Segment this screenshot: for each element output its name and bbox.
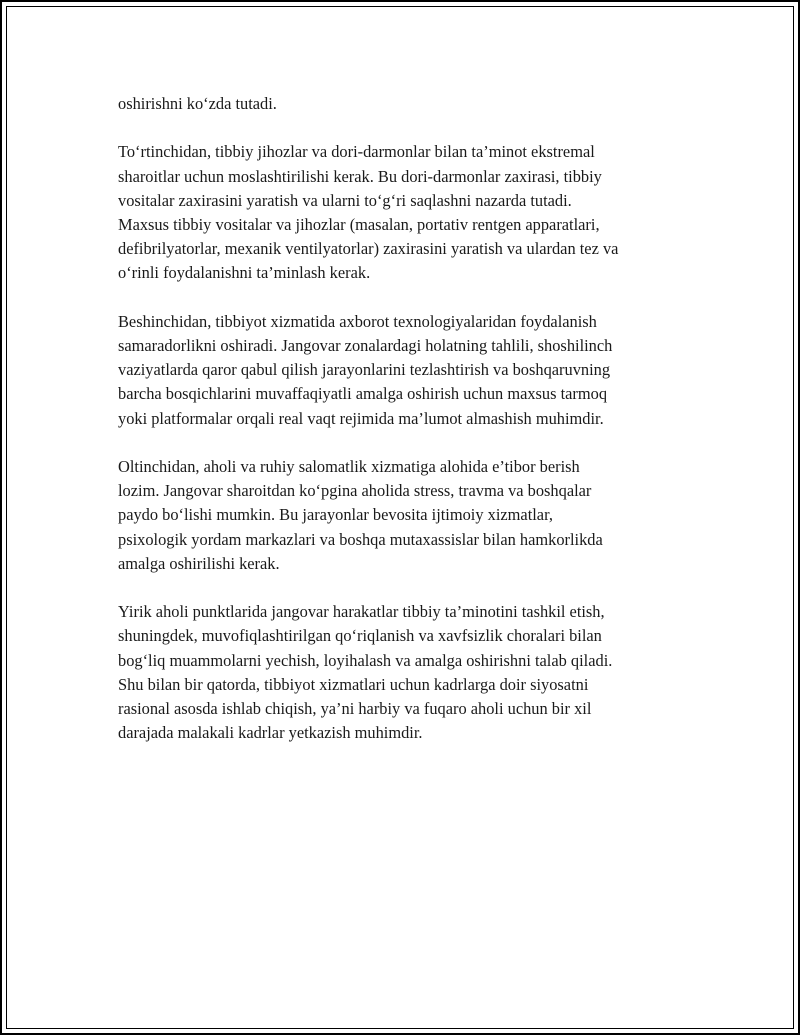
document-body xyxy=(118,92,708,770)
text-line: darajada malakali kadrlar yetkazish muhimdir. xyxy=(118,723,423,743)
paragraph-4 xyxy=(118,455,708,576)
text-line: defibrilyatorlar, mexanik ventilyatorlar) zaxirasini yaratish va ulardan tez va xyxy=(118,239,619,259)
text-line: psixologik yordam markazlari va boshqa mutaxassislar bilan hamkorlikda xyxy=(118,529,603,549)
text-line: oshirishni ko‘zda tutadi. xyxy=(118,94,277,113)
text-line: Maxsus tibbiy vositalar va jihozlar (masalan, portativ rentgen apparatlari, xyxy=(118,215,600,234)
text-line: paydo bo‘lishi mumkin. Bu jarayonlar bevosita ijtimoiy xizmatlar, xyxy=(118,505,553,525)
text-line: Shu bilan bir qatorda, tibbiyot xizmatlari uchun kadrlarga doir siyosatni xyxy=(118,674,589,694)
text-line: vositalar zaxirasini yaratish va ularni to‘g‘ri saqlashni nazarda tutadi. xyxy=(118,190,572,210)
text-line: shuningdek, muvofiqlashtirilgan qo‘riqlanish va xavfsizlik choralari bilan xyxy=(118,626,602,646)
text-line: rasional asosda ishlab chiqish, ya’ni harbiy va fuqaro aholi uchun bir xil xyxy=(118,699,592,719)
text-line: bog‘liq muammolarni yechish, loyihalash va amalga oshirishni talab qiladi. xyxy=(118,650,613,670)
paragraph-5 xyxy=(118,600,708,745)
text-line: sharoitlar uchun moslashtirilishi kerak. Bu dori-darmonlar zaxirasi, tibbiy xyxy=(118,166,602,186)
text-line: Beshinchidan, tibbiyot xizmatida axborot texnologiyalaridan foydalanish xyxy=(118,311,597,331)
text-line: lozim. Jangovar sharoitdan ko‘pgina aholida stress, travma va boshqalar xyxy=(118,481,592,501)
text-line: yoki platformalar orqali real vaqt rejimida ma’lumot almashish muhimdir. xyxy=(118,408,604,428)
text-line: o‘rinli foydalanishni ta’minlash kerak. xyxy=(118,263,371,283)
text-line: amalga oshirilishi kerak. xyxy=(118,553,280,573)
paragraph-3 xyxy=(118,310,708,431)
text-line: vaziyatlarda qaror qabul qilish jarayonlarini tezlashtirish va boshqaruvning xyxy=(118,360,611,380)
text-line: Oltinchidan, aholi va ruhiy salomatlik xizmatiga alohida e’tibor berish xyxy=(118,457,580,476)
text-line: samaradorlikni oshiradi. Jangovar zonalardagi holatning tahlili, shoshilinch xyxy=(118,336,613,355)
text-line: To‘rtinchidan, tibbiy jihozlar va dori-darmonlar bilan ta’minot ekstremal xyxy=(118,142,595,162)
text-line: barcha bosqichlarini muvaffaqiyatli amalga oshirish uchun maxsus tarmoq xyxy=(118,384,608,404)
text-line: Yirik aholi punktlarida jangovar harakatlar tibbiy ta’minotini tashkil etish, xyxy=(118,602,605,622)
paragraph-1 xyxy=(118,92,708,116)
paragraph-2 xyxy=(118,140,708,285)
